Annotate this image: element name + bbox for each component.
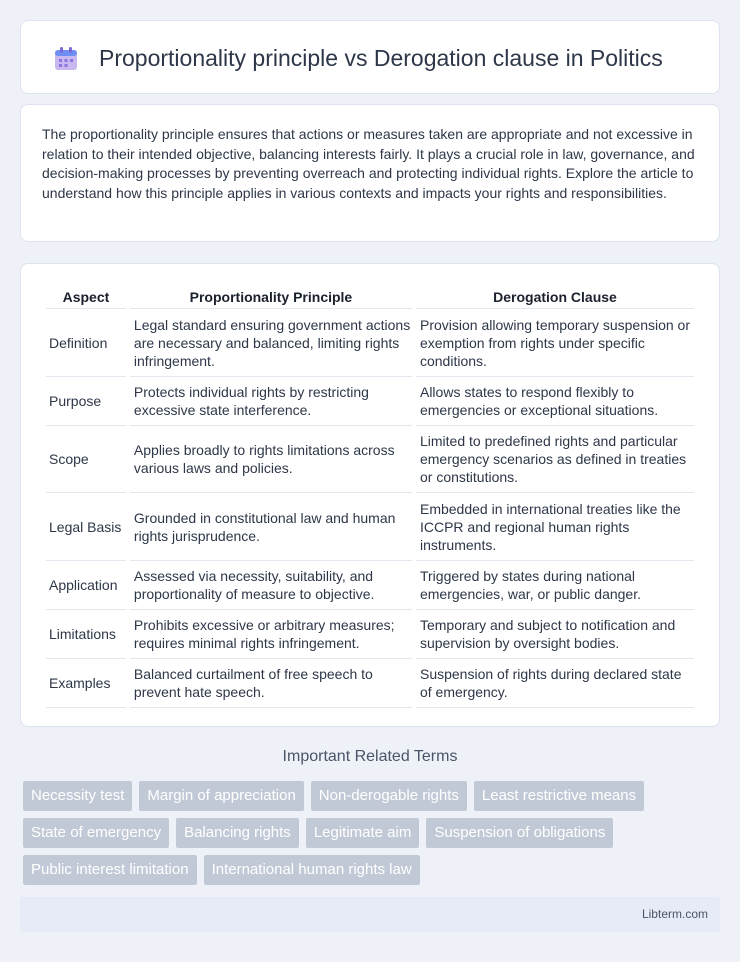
row-aspect: Application (46, 561, 126, 610)
footer (20, 897, 720, 932)
tag-non-derogable-rights[interactable]: Non-derogable rights (311, 781, 467, 811)
tag-margin-of-appreciation[interactable]: Margin of appreciation (139, 781, 303, 811)
tag-least-restrictive-means[interactable]: Least restrictive means (474, 781, 644, 811)
footer-site-link[interactable]: Libterm.com (641, 907, 708, 921)
header-derogation: Derogation Clause (416, 285, 694, 309)
related-terms-list (23, 781, 723, 892)
row-proportionality: Legal standard ensuring government actions are necessary and balanced, limiting rights infringement. (130, 309, 412, 377)
intro-paragraph: The proportionality principle ensures that actions or measures taken are appropriate and not excessive in relation to their intended objective, balancing interests fairly. It plays a crucial role in law, governance, and decision-making processes by preventing overreach and protecting individual rights. Explore the article to understand how this principle applies in various contexts and impacts your rights and responsibilities. (42, 126, 695, 201)
table-row (46, 610, 694, 659)
related-terms-title: Important Related Terms (282, 748, 458, 765)
tag-suspension-of-obligations[interactable]: Suspension of obligations (426, 818, 613, 848)
table-row (46, 426, 694, 493)
table-header-row (46, 285, 694, 309)
tag-balancing-rights[interactable]: Balancing rights (176, 818, 299, 848)
row-derogation: Allows states to respond flexibly to emergencies or exceptional situations. (416, 377, 694, 426)
table-row (46, 309, 694, 377)
header-aspect: Aspect (46, 285, 126, 309)
row-aspect: Scope (46, 426, 126, 493)
row-aspect: Definition (46, 309, 126, 377)
title-card (20, 20, 720, 94)
table-row (46, 377, 694, 426)
row-derogation: Temporary and subject to notification and supervision by oversight bodies. (416, 610, 694, 659)
tag-row (23, 818, 723, 848)
page-title: Proportionality principle vs Derogation clause in Politics (99, 45, 663, 71)
header-proportionality: Proportionality Principle (130, 285, 412, 309)
row-aspect: Purpose (46, 377, 126, 426)
row-derogation: Limited to predefined rights and particular emergency scenarios as defined in treaties or constitutions. (416, 426, 694, 493)
row-aspect: Limitations (46, 610, 126, 659)
tag-legitimate-aim[interactable]: Legitimate aim (306, 818, 420, 848)
row-derogation: Provision allowing temporary suspension or exemption from rights under specific conditions. (416, 309, 694, 377)
comparison-table (42, 285, 698, 708)
tag-public-interest-limitation[interactable]: Public interest limitation (23, 855, 197, 885)
row-proportionality: Balanced curtailment of free speech to prevent hate speech. (130, 659, 412, 708)
tag-international-human-rights-law[interactable]: International human rights law (204, 855, 420, 885)
row-derogation: Triggered by states during national emergencies, war, or public danger. (416, 561, 694, 610)
row-proportionality: Protects individual rights by restricting excessive state interference. (130, 377, 412, 426)
row-proportionality: Grounded in constitutional law and human rights jurisprudence. (130, 493, 412, 561)
tag-necessity-test[interactable]: Necessity test (23, 781, 132, 811)
comparison-card (20, 263, 720, 727)
row-derogation: Embedded in international treaties like the ICCPR and regional human rights instruments. (416, 493, 694, 561)
calendar-icon (53, 46, 79, 72)
tag-state-of-emergency[interactable]: State of emergency (23, 818, 169, 848)
row-proportionality: Prohibits excessive or arbitrary measures; requires minimal rights infringement. (130, 610, 412, 659)
row-proportionality: Applies broadly to rights limitations across various laws and policies. (130, 426, 412, 493)
tag-row (23, 781, 723, 811)
tag-row (23, 855, 723, 885)
row-proportionality: Assessed via necessity, suitability, and proportionality of measure to objective. (130, 561, 412, 610)
row-aspect: Legal Basis (46, 493, 126, 561)
row-aspect: Examples (46, 659, 126, 708)
table-row (46, 561, 694, 610)
table-row (46, 659, 694, 708)
table-row (46, 493, 694, 561)
intro-card (20, 104, 720, 242)
row-derogation: Suspension of rights during declared state of emergency. (416, 659, 694, 708)
